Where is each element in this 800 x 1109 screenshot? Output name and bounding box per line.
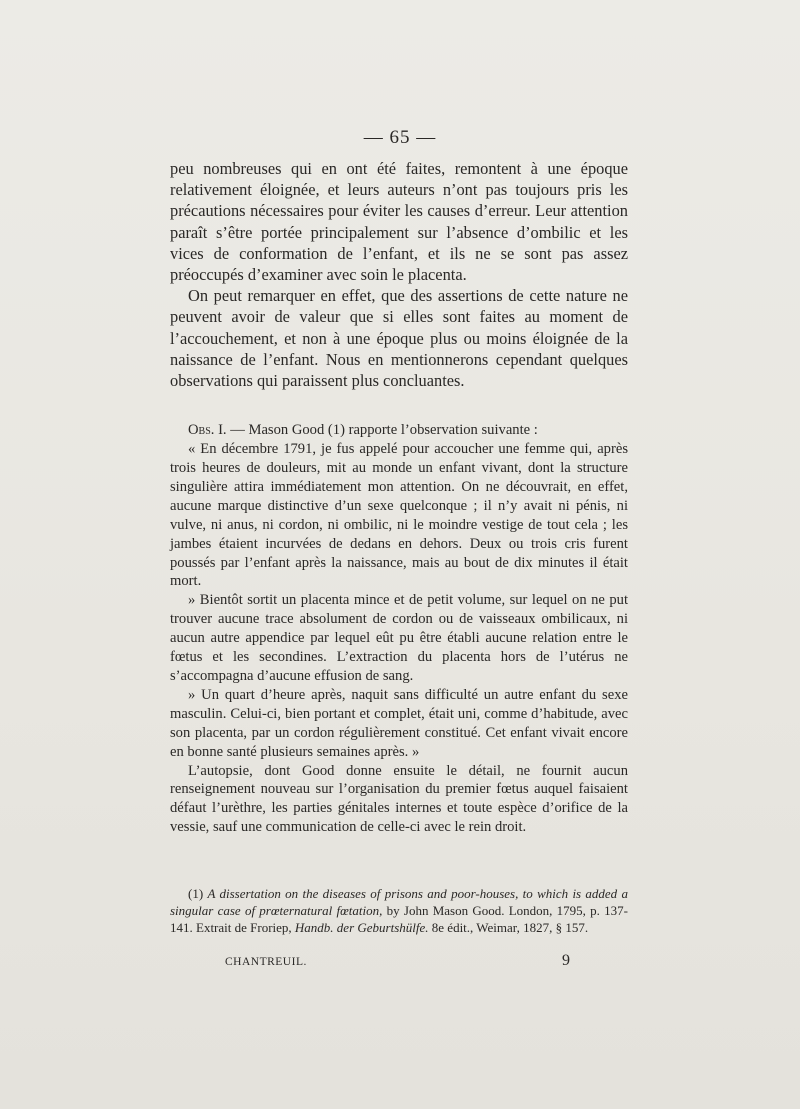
observation-intro: — Mason Good (1) rapporte l’observation suivante : [226,422,538,439]
footnotes [170,885,628,936]
main-text [170,158,628,391]
observation-paragraph: » Bientôt sortit un placenta mince et de petit volume, sur lequel on ne put trouver aucune trace absolument de cordon ou de vaisseaux ombilicaux, ni aucun autre appendice par lequel eût pu être établi aucune relation entre le fœtus et les secondines. L’extraction du placenta hors de l’utérus ne s’accompagna d’aucune effusion de sang. [170,592,628,685]
page-body [170,158,628,837]
footnote [170,885,628,936]
footnote-work: Handb. der Geburtshülfe. [294,920,429,935]
observation-block [170,421,628,837]
footnote-marker: (1) [188,886,208,901]
page-number: — 65 — [363,127,437,148]
printer-signature: CHANTREUIL. [225,956,307,968]
observation-paragraph: » Un quart d’heure après, naquit sans difficulté un autre enfant du sexe masculin. Celui-ci, bien portant et complet, était uni, comme d’habitude, avec son placenta, par un cordon régulièrement constitué. Cet enfant vivait encore en bonne santé plusieurs semaines après. » [170,686,628,760]
footnote-citation: by John Mason Good. London, 1795, p. 137-141. Extrait de Froriep, [170,903,629,935]
paragraph: peu nombreuses qui en ont été faites, remontent à une époque relativement éloignée, et leurs auteurs n’ont pas toujours pris les précautions nécessaires pour éviter les causes d’erreur. Leur attention paraît s’être portée principalement sur l’absence d’ombilic et les vices de conformation de l’enfant, et ils ne se sont pas assez préoccupés d’examiner avec soin le placenta. [170,159,628,285]
sheet-number: 9 [562,952,571,969]
footnote-title: A dissertation on the diseases of prisons and poor-houses, to which is added a singular case of prœternatural fœtation, [170,886,628,918]
observation-paragraph: L’autopsie, dont Good donne ensuite le détail, ne fournit aucun renseignement nouveau sur l’organisation du premier fœtus auquel faisaient défaut l’urèthre, les parties génitales internes et toute espèce d’orifice de la vessie, sauf une communication de celle-ci avec le rein droit. [170,762,628,836]
footnote-edition: 8e édit., Weimar, 1827, § 157. [428,920,589,935]
observation-paragraph: « En décembre 1791, je fus appelé pour accoucher une femme qui, après trois heures de douleurs, mit au monde un enfant vivant, dont la structure singulière attira immédiatement mon attention. On ne découvrait, en effet, aucune marque distinctive d’un sexe quelconque ; il n’y avait ni pénis, ni vulve, ni anus, ni cordon, ni ombilic, ni le moindre vestige de tout cela ; les jambes étaient incurvées de dedans en dehors. Deux ou trois cris furent poussés par l’enfant après la naissance, mais au bout de dix minutes il était mort. [170,441,628,590]
paragraph: On peut remarquer en effet, que des assertions de cette nature ne peuvent avoir de valeur que si elles sont faites au moment de l’accouchement, et non à une époque plus ou moins éloignée de la naissance de l’enfant. Nous en mentionnerons cependant quelques observations qui paraissent plus concluantes. [170,286,628,391]
observation-label: Obs. I. [188,422,227,439]
observation-heading [170,421,628,440]
